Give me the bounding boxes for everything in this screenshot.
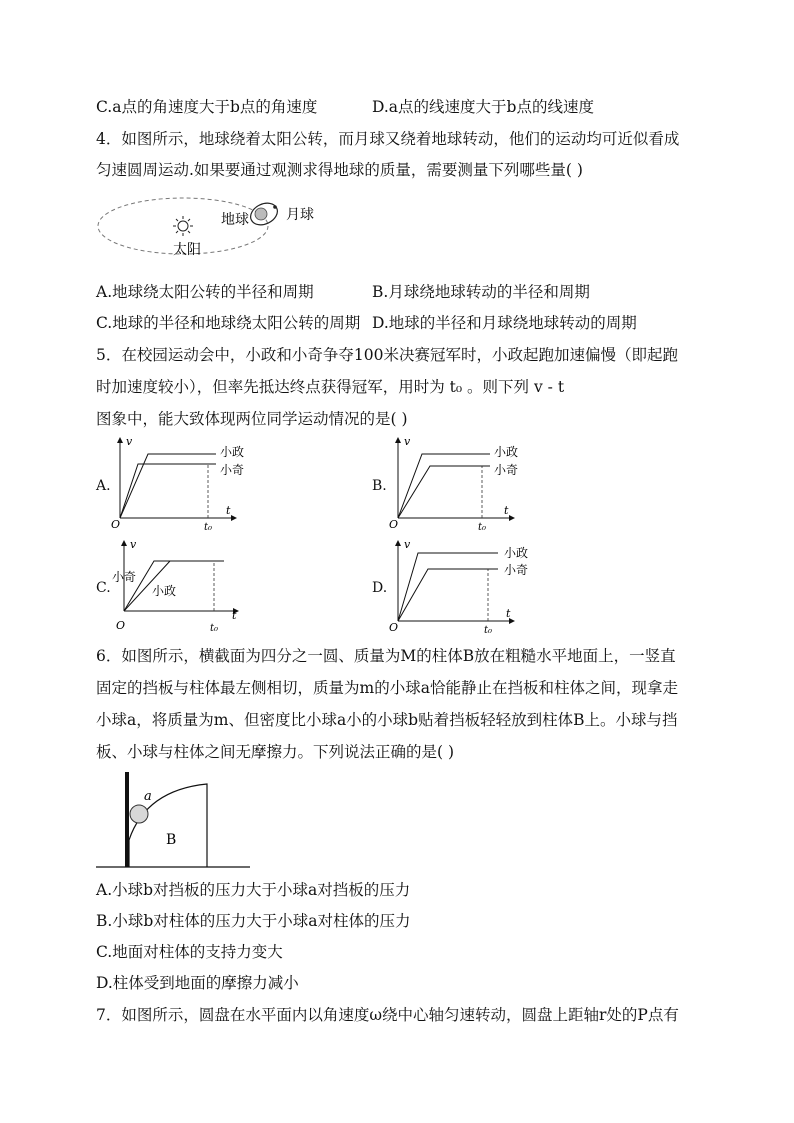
origin-label: O — [389, 621, 399, 634]
graph-d-xiaoqi-label: 小奇 — [504, 563, 529, 577]
sun-icon — [173, 216, 193, 236]
q6-option-c: C.地面对柱体的支持力变大 — [96, 943, 283, 961]
origin-label: O — [389, 518, 399, 531]
origin-label: O — [116, 619, 126, 632]
q5-stem-line1: 5．在校园运动会中，小政和小奇争夺100米决赛冠军时，小政起跑加速偏慢（即起跑 — [96, 346, 678, 364]
v-axis-label: v — [130, 538, 137, 551]
q6-stem-line1: 6．如图所示，横截面为四分之一圆、质量为M的柱体B放在粗糙水平地面上，一竖直 — [96, 647, 676, 665]
ball-a-label: a — [144, 789, 152, 804]
earth-icon — [255, 208, 267, 220]
q6-option-b: B.小球b对柱体的压力大于小球a对柱体的压力 — [96, 912, 411, 930]
q4-stem-line1: 4．如图所示，地球绕着太阳公转，而月球又绕着地球转动，他们的运动均可近似看成 — [96, 130, 680, 148]
q6-cylinder-figure — [96, 770, 252, 870]
graph-a-xiaozheng-label: 小政 — [220, 445, 245, 459]
t0-label: t₀ — [204, 522, 213, 532]
q6-stem-line4: 板、小球与柱体之间无摩擦力。下列说法正确的是( ) — [96, 743, 455, 761]
graph-c-xiaozheng-label: 小政 — [152, 584, 177, 598]
t-axis-label: t — [226, 504, 231, 517]
q5-stem-line3: 图象中，能大致体现两位同学运动情况的是( ) — [96, 410, 408, 428]
t-axis-label: t — [232, 609, 237, 622]
origin-label: O — [111, 518, 121, 531]
moon-icon — [273, 205, 277, 209]
graph-d-xiaozheng-label: 小政 — [504, 546, 529, 560]
q4-orbit-figure — [96, 192, 336, 270]
sun-label: 太阳 — [173, 242, 201, 258]
q4-option-b: B.月球绕地球转动的半径和周期 — [372, 283, 590, 301]
q6-stem-line2: 固定的挡板与柱体最左侧相切，质量为m的小球a恰能静止在挡板和柱体之间，现拿走 — [96, 679, 678, 697]
q4-option-c: C.地球的半径和地球绕太阳公转的周期 — [96, 314, 361, 332]
q7-stem-line1: 7．如图所示，圆盘在水平面内以角速度ω绕中心轴匀速转动，圆盘上距轴r处的P点有 — [96, 1006, 679, 1024]
q5-graph-b-label: B. — [372, 478, 387, 494]
body-b-label: B — [166, 832, 177, 848]
q4-option-a: A.地球绕太阳公转的半径和周期 — [96, 283, 314, 301]
q5-graph-a — [108, 434, 248, 532]
v-axis-label: v — [126, 435, 133, 448]
q5-graph-b — [386, 434, 526, 532]
q5-stem-line2: 时加速度较小），但率先抵达终点获得冠军，用时为 t₀ 。则下列 v - t — [96, 378, 565, 396]
q5-graph-c-label: C. — [96, 580, 111, 596]
t-axis-label: t — [506, 607, 511, 620]
moon-label: 月球 — [286, 207, 314, 223]
q5-graph-a-label: A. — [96, 478, 111, 494]
t0-label: t₀ — [484, 625, 493, 635]
graph-c-xiaoqi-label: 小奇 — [112, 570, 137, 584]
v-axis-label: v — [404, 435, 411, 448]
earth-label: 地球 — [221, 212, 249, 228]
q3-option-d: D.a点的线速度大于b点的线速度 — [372, 98, 594, 116]
baffle-plate — [125, 772, 129, 867]
ball-a — [130, 805, 148, 823]
t-axis-label: t — [504, 504, 509, 517]
graph-b-xiaoqi-label: 小奇 — [494, 463, 519, 477]
q4-stem-line2: 匀速圆周运动.如果要通过观测求得地球的质量，需要测量下列哪些量( ) — [96, 161, 583, 179]
q6-stem-line3: 小球a，将质量为m、但密度比小球a小的小球b贴着挡板轻轻放到柱体B上。小球与挡 — [96, 711, 678, 729]
q5-graph-d-label: D. — [372, 580, 388, 596]
quarter-cylinder-b — [129, 784, 207, 867]
t0-label: t₀ — [210, 623, 219, 634]
graph-b-xiaozheng-label: 小政 — [494, 445, 519, 459]
q6-option-a: A.小球b对挡板的压力大于小球a对挡板的压力 — [96, 881, 411, 899]
q3-option-c: C.a点的角速度大于b点的角速度 — [96, 98, 318, 116]
q6-option-d: D.柱体受到地面的摩擦力减小 — [96, 974, 299, 992]
q4-option-d: D.地球的半径和月球绕地球转动的周期 — [372, 314, 637, 332]
t0-label: t₀ — [478, 522, 487, 532]
q5-graph-c — [112, 537, 252, 635]
graph-a-xiaoqi-label: 小奇 — [220, 463, 245, 477]
q5-graph-d — [386, 537, 536, 635]
v-axis-label: v — [404, 538, 411, 551]
